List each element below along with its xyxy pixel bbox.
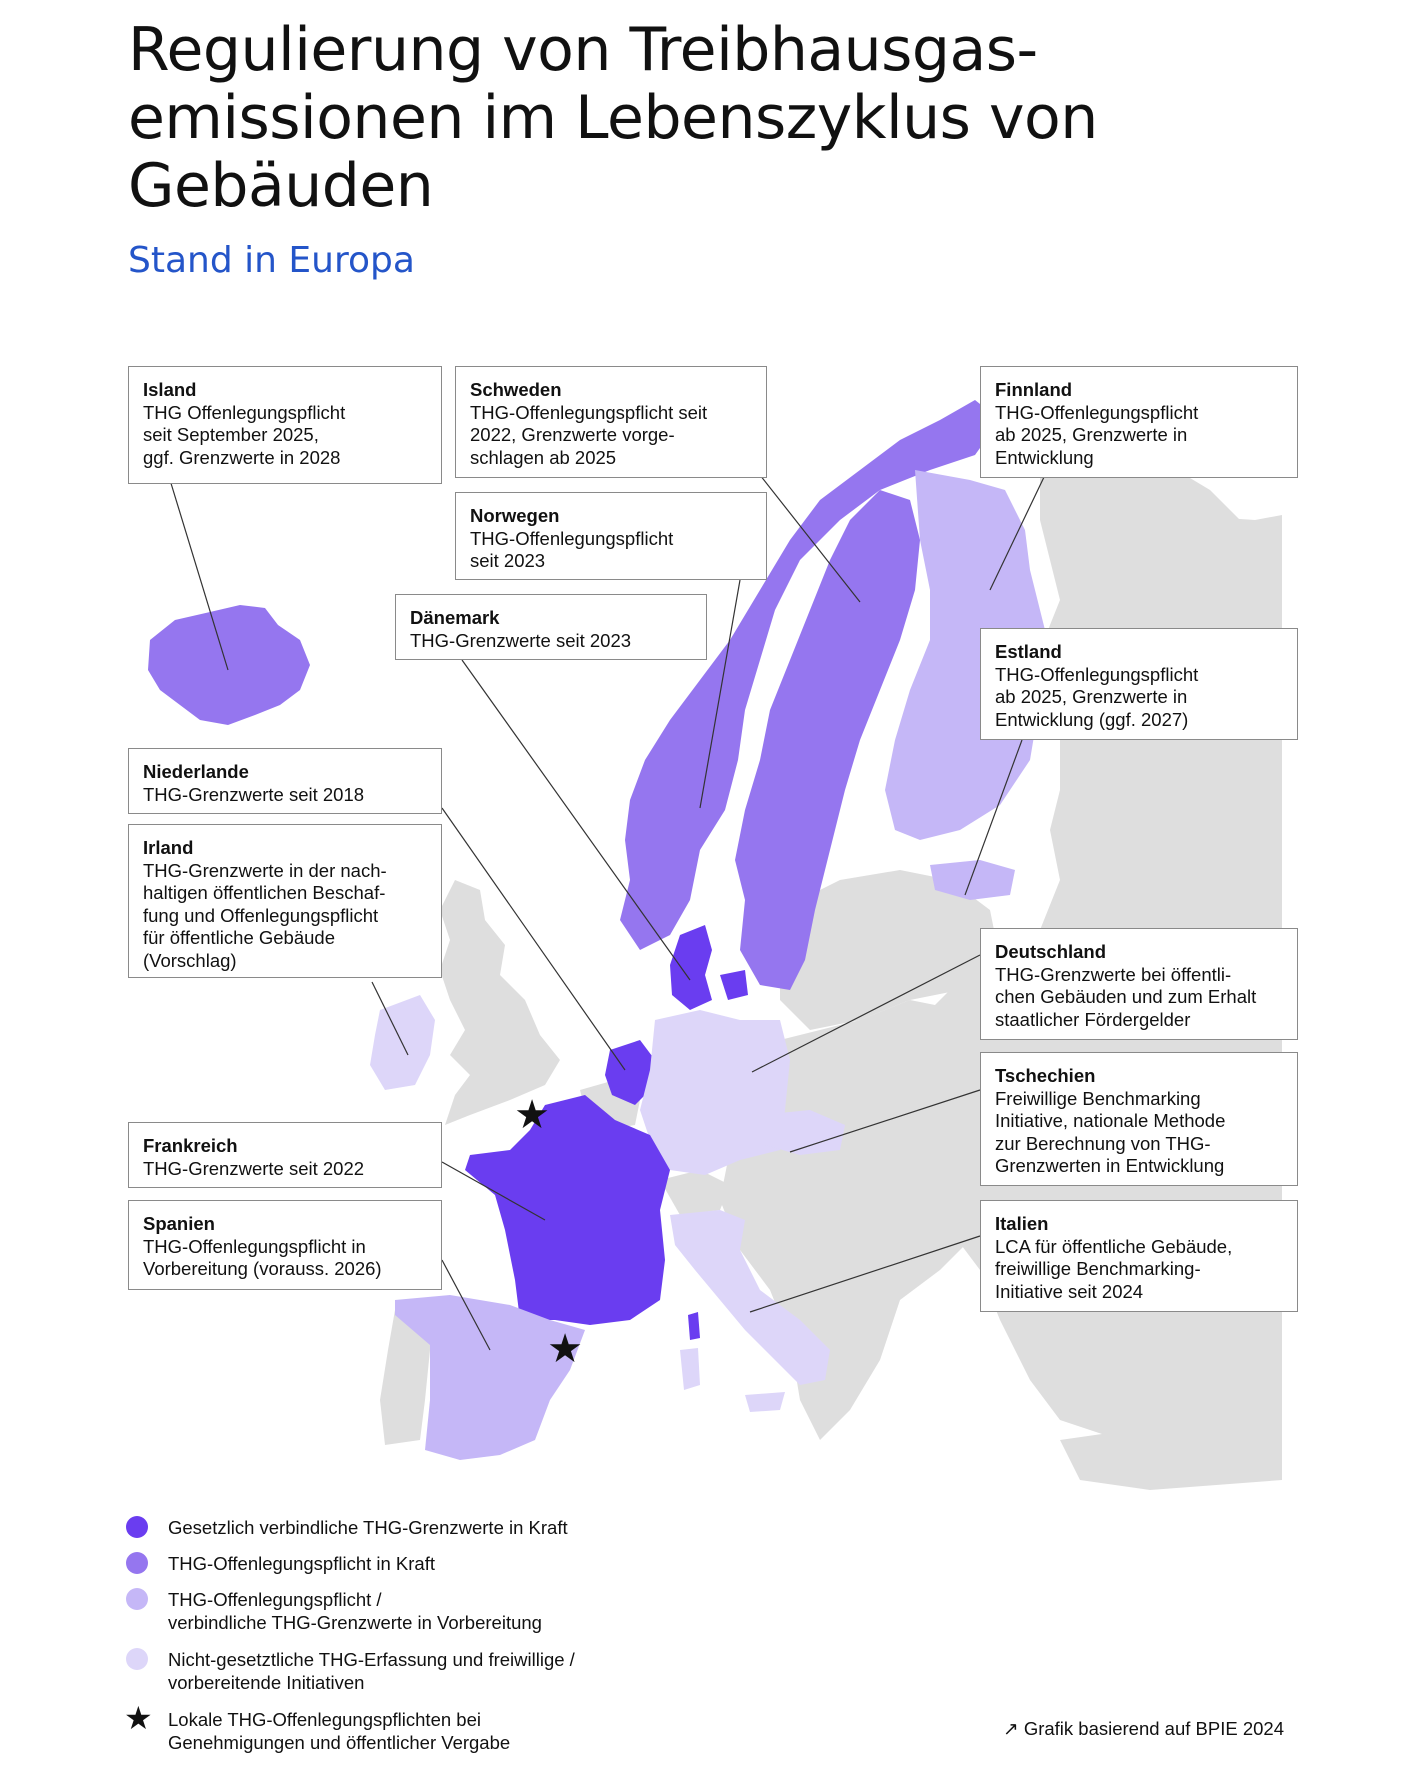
legend-label-preparation: THG-Offenlegungspflicht / verbindliche THG-Grenzwerte in Vorbereitung (168, 1589, 542, 1633)
legend-label-local: Lokale THG-Offenlegungspflichten bei Genehmigungen und öffentlicher Vergabe (168, 1709, 511, 1753)
land-denmark (670, 925, 712, 1010)
callout-deutschland (980, 928, 1298, 1040)
title-line-2: emissionen im Lebenszyklus von (128, 83, 1098, 153)
callout-irland-name: Irland (143, 837, 194, 858)
callout-tschechien-desc: Freiwillige Benchmarking Initiative, nationale Methode zur Berechnung von THG- Grenzwerten in Entwicklung (995, 1087, 1226, 1176)
callout-deutschland-desc: THG-Grenzwerte bei öffentli- chen Gebäuden und zum Erhalt staatlicher Fördergelder (995, 963, 1257, 1030)
callout-estland-name: Estland (995, 641, 1062, 662)
subtitle: Stand in Europa (128, 240, 415, 281)
callout-spanien (128, 1200, 442, 1290)
land-germany (640, 1010, 790, 1175)
land-iceland (148, 605, 310, 725)
callout-frankreich-name: Frankreich (143, 1135, 238, 1156)
land-switzerland (660, 1170, 730, 1215)
star-london-icon: ★ (514, 1093, 550, 1137)
land-denmark-islands (720, 970, 748, 1000)
callout-daenemark-name: Dänemark (410, 607, 500, 628)
callout-schweden-name: Schweden (470, 379, 562, 400)
legend-swatch-disclosure (126, 1552, 148, 1574)
callout-italien (980, 1200, 1298, 1312)
title-line-3: Gebäuden (128, 151, 434, 221)
land-great-britain (440, 880, 560, 1125)
callout-schweden (455, 366, 767, 478)
callout-irland (128, 824, 442, 978)
callout-daenemark-desc: THG-Grenzwerte seit 2023 (410, 629, 632, 651)
callout-schweden-desc: THG-Offenlegungspflicht seit 2022, Grenzwerte vorge- schlagen ab 2025 (470, 401, 708, 468)
callout-daenemark (395, 594, 707, 660)
callout-finnland-name: Finnland (995, 379, 1073, 400)
callout-finnland (980, 366, 1298, 478)
callout-irland-desc: THG-Grenzwerte in der nach- haltigen öffentlichen Beschaf- fung und Offenlegungspflicht für öffentliche Gebäude (Vorschlag) (143, 859, 387, 971)
land-france (465, 1095, 670, 1325)
legend-label-voluntary: Nicht-gesetztliche THG-Erfassung und freiwillige / vorbereitende Initiativen (168, 1649, 575, 1693)
callout-spanien-name: Spanien (143, 1213, 215, 1234)
legend-star-icon: ★ (124, 1700, 153, 1736)
callout-frankreich (128, 1122, 442, 1188)
callout-italien-name: Italien (995, 1213, 1049, 1234)
callout-tschechien (980, 1052, 1298, 1186)
callout-island-desc: THG Offenlegungspflicht seit September 2025, ggf. Grenzwerte in 2028 (143, 401, 346, 468)
callout-norwegen (455, 492, 767, 580)
land-sicily (745, 1392, 785, 1412)
callout-finnland-desc: THG-Offenlegungspflicht ab 2025, Grenzwerte in Entwicklung (995, 401, 1199, 468)
callout-estland-desc: THG-Offenlegungspflicht ab 2025, Grenzwerte in Entwicklung (ggf. 2027) (995, 663, 1199, 730)
legend-label-binding: Gesetzlich verbindliche THG-Grenzwerte in Kraft (168, 1517, 568, 1538)
callout-island-name: Island (143, 379, 197, 400)
callout-norwegen-name: Norwegen (470, 505, 560, 526)
callout-deutschland-name: Deutschland (995, 941, 1107, 962)
callout-tschechien-name: Tschechien (995, 1065, 1096, 1086)
land-corsica (688, 1312, 700, 1340)
callout-italien-desc: LCA für öffentliche Gebäude, freiwillige Benchmarking- Initiative seit 2024 (995, 1235, 1233, 1302)
legend-swatch-binding (126, 1516, 148, 1538)
star-barcelona-icon: ★ (547, 1327, 583, 1371)
callout-island (128, 366, 442, 484)
callout-norwegen-desc: THG-Offenlegungspflicht seit 2023 (470, 527, 674, 571)
callout-estland (980, 628, 1298, 740)
callout-spanien-desc: THG-Offenlegungspflicht in Vorbereitung (vorauss. 2026) (143, 1235, 382, 1279)
callout-niederlande-name: Niederlande (143, 761, 249, 782)
legend-label-disclosure: THG-Offenlegungspflicht in Kraft (168, 1553, 436, 1574)
legend-swatch-preparation (126, 1588, 148, 1610)
title-line-1: Regulierung von Treibhausgas- (128, 15, 1038, 85)
callout-niederlande-desc: THG-Grenzwerte seit 2018 (143, 783, 365, 805)
land-sardinia (680, 1348, 700, 1390)
source-note: ↗ Grafik basierend auf BPIE 2024 (1003, 1718, 1284, 1739)
callout-frankreich-desc: THG-Grenzwerte seit 2022 (143, 1157, 365, 1179)
legend-swatch-voluntary (126, 1648, 148, 1670)
callout-niederlande (128, 748, 442, 814)
